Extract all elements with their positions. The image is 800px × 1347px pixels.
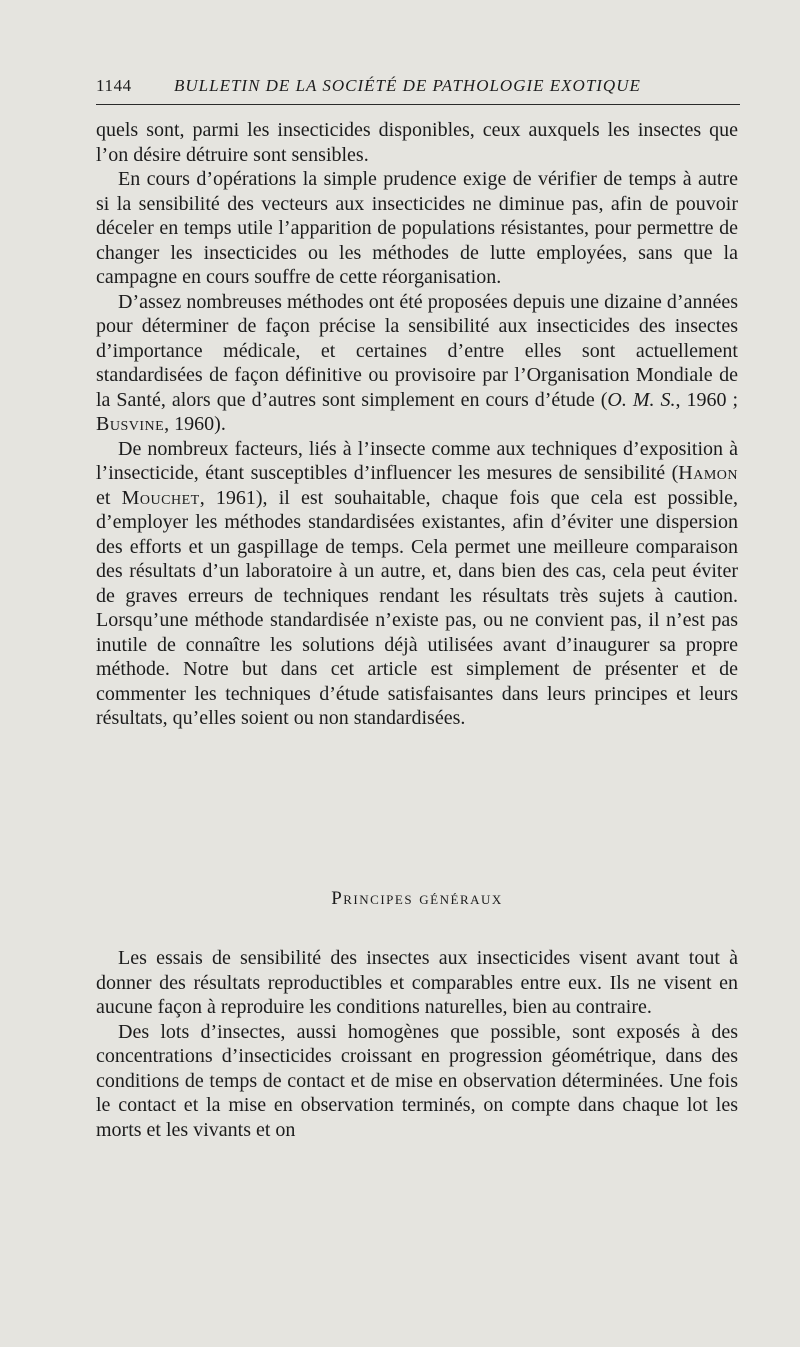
body-text xyxy=(96,118,738,731)
paragraph-1: quels sont, parmi les insecticides disponibles, ceux auxquels les insectes que l’on désire détruire sont sensibles. xyxy=(96,119,738,166)
section-paragraph-2: Des lots d’insectes, aussi homogènes que possible, sont exposés à des concentrations d’insecticides croissant en progression géométrique, dans des conditions de temps de contact et de mise en observation déterminées. Une fois le contact et la mise en observation terminés, on compte dans chaque lot les morts et les vivants et on xyxy=(96,1020,738,1141)
paragraph-4-text: De nombreux facteurs, liés à l’insecte comme aux techniques d’exposition à l’insecticide, étant susceptibles d’influencer les mesures de sensibilité ( xyxy=(96,437,738,484)
author-hamon: Hamon xyxy=(678,462,738,484)
paragraph-4-rest: , 1961), il est souhaitable, chaque fois que cela est possible, d’employer les méthodes standardisées existantes, afin d’éviter une dispersion des efforts et un gaspillage de temps. Cela permet une meilleure comparaison des résultats d’un laboratoire à un autre, et, dans bien des cas, cela peut éviter de graves erreurs de techniques rendant les résultats très sujets à caution. Lorsqu’une méthode standardisée n’existe pas, ou ne convient pas, il n’est pas inutile de connaître les solutions déjà utilisées avant d’inaugurer sa propre méthode. Notre but dans cet article est simplement de présenter et de commenter les techniques d’étude satisfaisantes dans leurs principes et leurs résultats, qu’elles soient ou non standardisées. xyxy=(96,486,739,729)
paragraph-3-text: D’assez nombreuses méthodes ont été proposées depuis une dizaine d’années pour déterminer de façon précise la sensibilité aux insecticides des insectes d’importance médicale, et certaines d’entre elles sont actuellement standardisées de façon définitive ou provisoire par l’Organisation Mondiale de la Santé, alors que d’autres sont simplement en cours d’étude ( xyxy=(96,290,738,411)
running-title: BULLETIN DE LA SOCIÉTÉ DE PATHOLOGIE EXOTIQUE xyxy=(174,76,641,95)
running-header xyxy=(96,74,740,100)
section-body xyxy=(96,946,738,1142)
paragraph-3-year: , 1960 ; xyxy=(675,388,738,411)
paragraph-4-and: et xyxy=(96,486,122,509)
paragraph-3-end: , 1960). xyxy=(164,413,226,435)
section-heading: Principes généraux xyxy=(331,888,503,909)
page-number: 1144 xyxy=(96,76,132,95)
paragraph-3 xyxy=(96,290,738,437)
paragraph-2: En cours d’opérations la simple prudence exige de vérifier de temps à autre si la sensibilité des vecteurs aux insecticides ne diminue pas, afin de pouvoir déceler en temps utile l’apparition de populations résistantes, pour permettre de changer les insecticides ou les méthodes de lutte employées, sans que la campagne en cours souffre de cette réorganisation. xyxy=(96,168,738,288)
header-rule xyxy=(96,104,740,105)
author-busvine: Busvine xyxy=(96,413,165,435)
paragraph-4 xyxy=(96,437,738,731)
citation-oms: O. M. S. xyxy=(607,388,676,411)
author-mouchet: Mouchet xyxy=(121,486,200,509)
section-paragraph-1: Les essais de sensibilité des insectes aux insecticides visent avant tout à donner des résultats reproductibles et comparables entre eux. Ils ne visent en aucune façon à reproduire les conditions naturelles, bien au contraire. xyxy=(96,947,738,1018)
